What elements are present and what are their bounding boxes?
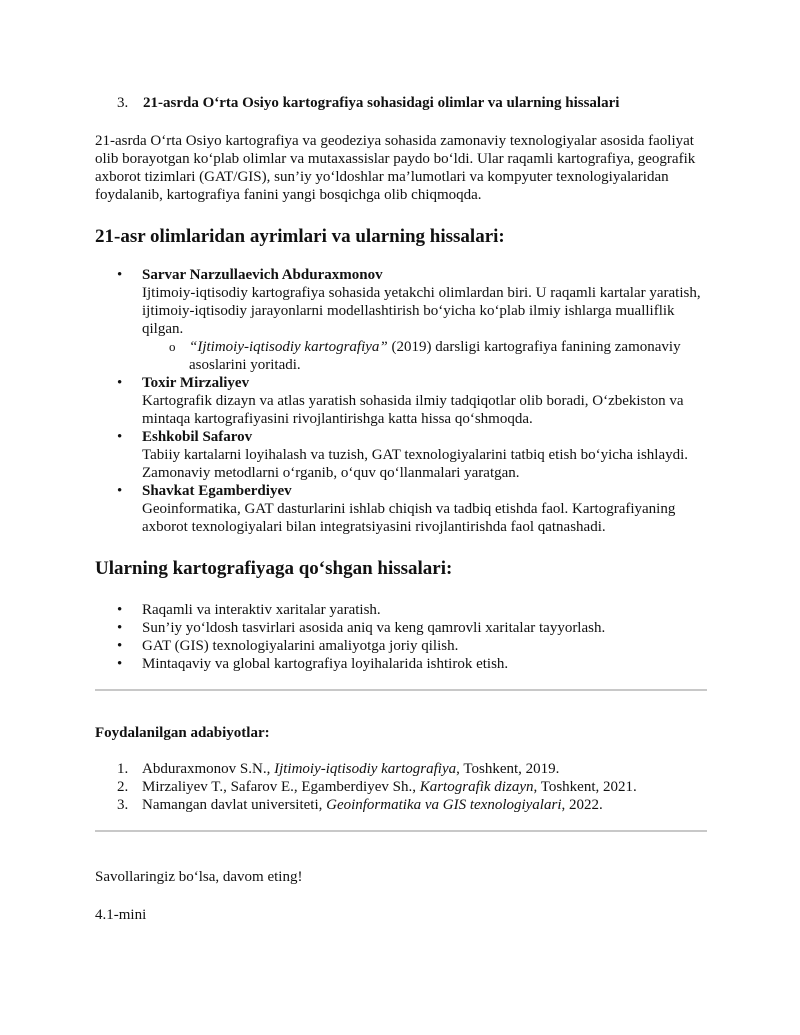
bullet-icon: • <box>117 267 123 283</box>
reference-item <box>95 778 710 796</box>
reference-details: , Toshkent, 2019. <box>456 761 560 777</box>
horizontal-divider <box>95 689 707 691</box>
bullet-icon: • <box>117 429 123 445</box>
bullet-icon: • <box>117 656 123 672</box>
contribution-item <box>95 619 710 637</box>
scientists-heading: 21-asr olimlaridan ayrimlari va ularning hissalari: <box>95 226 505 247</box>
contribution-item <box>95 601 710 619</box>
reference-number: 1. <box>117 761 129 777</box>
scientist-description: Kartografik dizayn va atlas yaratish sohasida ilmiy tadqiqotlar olib boradi, O‘zbekiston va mintaqa kartografiyasini rivojlantirishga katta hissa qo‘shmoqda. <box>142 393 684 427</box>
contributions-list <box>95 601 710 673</box>
contribution-text: GAT (GIS) texnologiyalarini amaliyotga joriy qilish. <box>142 638 459 654</box>
scientist-item <box>95 428 710 482</box>
contribution-text: Sun’iy yo‘ldosh tasvirlari asosida aniq va keng qamrovli xaritalar tayyorlash. <box>142 620 606 636</box>
reference-number: 2. <box>117 779 129 795</box>
document-page <box>95 94 710 924</box>
scientists-list <box>95 266 710 536</box>
reference-authors: Mirzaliyev T., Safarov E., Egamberdiyev Sh., <box>142 779 420 795</box>
book-note: (2019) darsligi kartografiya fanining zamonaviy asoslarini yoritadi. <box>189 339 681 373</box>
horizontal-divider <box>95 830 707 832</box>
intro-paragraph: 21-asrda O‘rta Osiyo kartografiya va geodeziya sohasida zamonaviy texnologiyalar asosida faoliyat olib borayotgan ko‘plab olimlar va mutaxassislar paydo bo‘ldi. Ular raqamli kartografiya, geografik axborot tizimlari (GAT/GIS), sun’iy yo‘ldoshlar ma’lumotlari va kompyuter texnologiyalaridan foydalanib, kartografiya fanini yangi bosqichga olib chiqmoqda. <box>95 133 696 203</box>
reference-details: , 2022. <box>561 797 603 813</box>
references-list <box>95 760 710 814</box>
contribution-text: Raqamli va interaktiv xaritalar yaratish. <box>142 602 381 618</box>
reference-title: Geoinformatika va GIS texnologiyalari <box>326 797 562 813</box>
section-number: 3. <box>117 95 129 111</box>
reference-item <box>95 760 710 778</box>
scientist-description: Tabiiy kartalarni loyihalash va tuzish, GAT texnologiyalarini tatbiq etish bo‘yicha ishlaydi. Zamonaviy metodlarni o‘rganib, o‘quv qo‘llanmalari yaratgan. <box>142 447 689 481</box>
circle-bullet-icon: o <box>169 339 176 354</box>
bullet-icon: • <box>117 375 123 391</box>
scientist-description: Ijtimoiy-iqtisodiy kartografiya sohasida yetakchi olimlardan biri. U raqamli kartalar yaratish, ijtimoiy-iqtisodiy jarayonlarni modellashtirish bo‘yicha ko‘plab ilmiy ishlarga mualliflik qilgan. <box>142 285 701 337</box>
closing-line: Savollaringiz bo‘lsa, davom eting! <box>95 869 303 885</box>
reference-authors: Namangan davlat universiteti, <box>142 797 327 813</box>
scientist-name: Sarvar Narzullaevich Abduraxmonov <box>142 267 383 283</box>
reference-title: Kartografik dizayn <box>419 779 534 795</box>
references-heading: Foydalanilgan adabiyotlar: <box>95 725 270 741</box>
bullet-icon: • <box>117 620 123 636</box>
reference-item <box>95 796 710 814</box>
contribution-item <box>95 655 710 673</box>
reference-authors: Abduraxmonov S.N., <box>142 761 275 777</box>
contributions-heading: Ularning kartografiyaga qo‘shgan hissalari: <box>95 558 453 579</box>
reference-details: , Toshkent, 2021. <box>533 779 637 795</box>
scientist-name: Shavkat Egamberdiyev <box>142 483 292 499</box>
reference-number: 3. <box>117 797 129 813</box>
contribution-item <box>95 637 710 655</box>
bullet-icon: • <box>117 638 123 654</box>
scientist-name: Toxir Mirzaliyev <box>142 375 250 391</box>
footer-label: 4.1-mini <box>95 907 147 923</box>
section-title: 21-asrda O‘rta Osiyo kartografiya sohasidagi olimlar va ularning hissalari <box>143 95 620 111</box>
sub-list-item <box>95 338 710 374</box>
scientist-description: Geoinformatika, GAT dasturlarini ishlab chiqish va tadbiq etishda faol. Kartografiyaning axborot texnologiyalari bilan integratsiyasini rivojlantirishda faol qatnashadi. <box>142 501 676 535</box>
scientist-item <box>95 374 710 428</box>
reference-title: Ijtimoiy-iqtisodiy kartografiya <box>274 761 457 777</box>
book-title: “Ijtimoiy-iqtisodiy kartografiya” <box>189 339 388 355</box>
scientist-item <box>95 482 710 536</box>
bullet-icon: • <box>117 483 123 499</box>
section-heading <box>95 94 710 112</box>
bullet-icon: • <box>117 602 123 618</box>
scientist-name: Eshkobil Safarov <box>142 429 253 445</box>
scientist-item <box>95 266 710 374</box>
contribution-text: Mintaqaviy va global kartografiya loyihalarida ishtirok etish. <box>142 656 509 672</box>
